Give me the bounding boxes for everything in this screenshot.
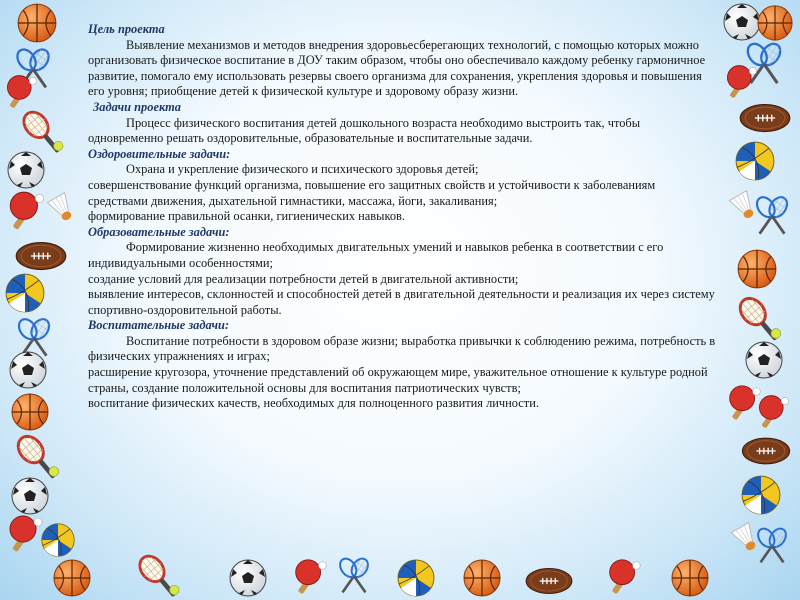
project-text-block bbox=[88, 22, 716, 412]
rugby-ball-icon bbox=[742, 438, 789, 464]
health-task-item: Охрана и укрепление физического и психического здоровья детей; bbox=[126, 162, 479, 177]
tasks-text: Процесс физического воспитания детей дошкольного возраста необходимо выстроить так, чтобы одновременно решать оздоровительные, образовательные и воспитательные задачи. bbox=[88, 115, 641, 146]
ping-pong-paddle-icon bbox=[610, 560, 641, 594]
badminton-racket-icon bbox=[753, 194, 790, 238]
basketball-icon bbox=[758, 6, 792, 40]
upbringing-tasks-heading: Воспитательные задачи: bbox=[88, 318, 230, 333]
ping-pong-paddle-icon bbox=[727, 66, 756, 99]
upbringing-task-item: Воспитание потребности в здоровом образе жизни; выработка привычки к соблюдению режима, потребность в физических упражнениях и играх; bbox=[88, 333, 716, 364]
goal-heading: Цель проекта bbox=[88, 22, 165, 36]
education-task-item: выявление интересов, склонностей и способностей детей в двигательной деятельности и реализация их через систему спортивно-оздоровительной работы. bbox=[88, 287, 715, 317]
badminton-racket-icon bbox=[337, 556, 371, 597]
basketball-icon bbox=[464, 560, 500, 596]
rugby-ball-icon bbox=[740, 105, 790, 132]
tennis-racket-icon bbox=[735, 293, 784, 346]
upbringing-task-item: воспитание физических качеств, необходимых для полноценного развития личности. bbox=[88, 396, 539, 411]
badminton-racket-icon bbox=[14, 46, 53, 92]
health-task-item: совершенствование функций организма, повышение его защитных свойств и устойчивости к заболеваниям средствами движения, дыхательной гимнастики, массажа, йоги, закаливания; bbox=[88, 177, 656, 208]
shuttlecock-icon bbox=[729, 191, 759, 223]
ping-pong-paddle-icon bbox=[10, 192, 43, 230]
badminton-racket-icon bbox=[755, 526, 789, 567]
badminton-racket-icon bbox=[744, 40, 784, 88]
shuttlecock-icon bbox=[731, 523, 761, 555]
basketball-icon bbox=[12, 394, 48, 430]
soccer-ball-icon bbox=[8, 152, 44, 188]
health-tasks-heading: Оздоровительные задачи: bbox=[88, 146, 231, 161]
soccer-ball-icon bbox=[12, 478, 48, 514]
upbringing-task-item: расширение кругозора, уточнение представлений об окружающем мире, уважительное отношение к культуре родной страны, создание положительной основы для воспитания патриотических чувств; bbox=[88, 365, 708, 395]
soccer-ball-icon bbox=[10, 352, 46, 388]
health-task-item: формирование правильной осанки, гигиенических навыков. bbox=[88, 209, 405, 224]
volleyball-icon bbox=[742, 476, 780, 514]
volleyball-icon bbox=[736, 142, 774, 180]
basketball-icon bbox=[18, 4, 56, 42]
basketball-icon bbox=[672, 560, 708, 596]
ping-pong-paddle-icon bbox=[7, 76, 36, 109]
basketball-icon bbox=[54, 560, 90, 596]
tasks-heading: Задачи проекта bbox=[93, 99, 181, 114]
tennis-racket-icon bbox=[13, 431, 62, 484]
ping-pong-paddle-icon bbox=[730, 386, 761, 420]
ping-pong-paddle-icon bbox=[759, 396, 788, 429]
soccer-ball-icon bbox=[746, 342, 782, 378]
rugby-ball-icon bbox=[16, 243, 66, 270]
volleyball-icon bbox=[42, 524, 74, 556]
basketball-icon bbox=[738, 250, 776, 288]
soccer-ball-icon bbox=[724, 4, 760, 40]
volleyball-icon bbox=[6, 274, 44, 312]
badminton-racket-icon bbox=[15, 316, 52, 360]
rugby-ball-icon bbox=[526, 569, 572, 594]
tennis-racket-icon bbox=[135, 551, 183, 600]
soccer-ball-icon bbox=[230, 560, 266, 596]
tennis-racket-icon bbox=[19, 107, 67, 158]
education-tasks-heading: Образовательные задачи: bbox=[88, 224, 230, 239]
ping-pong-paddle-icon bbox=[296, 560, 327, 594]
goal-text: Выявление механизмов и методов внедрения здоровьесберегающих технологий, с помощью которых можно организовать физическое воспитание в ДОУ таким образом, чтобы оно обеспечивало каждому ребенку гармоничное развитие, помогало ему использовать резервы своего организма для сохранения, укрепления здоровья и повышения его уровня; приобщение детей к физической культуре и здоровому образу жизни. bbox=[88, 37, 706, 99]
education-task-item: создание условий для реализации потребности детей в двигательной активности; bbox=[88, 271, 519, 286]
education-task-item: Формирование жизненно необходимых двигательных умений и навыков ребенка в соответствии с его индивидуальными особенностями; bbox=[88, 240, 664, 270]
shuttlecock-icon bbox=[47, 193, 77, 225]
volleyball-icon bbox=[398, 560, 434, 596]
ping-pong-paddle-icon bbox=[10, 516, 42, 552]
